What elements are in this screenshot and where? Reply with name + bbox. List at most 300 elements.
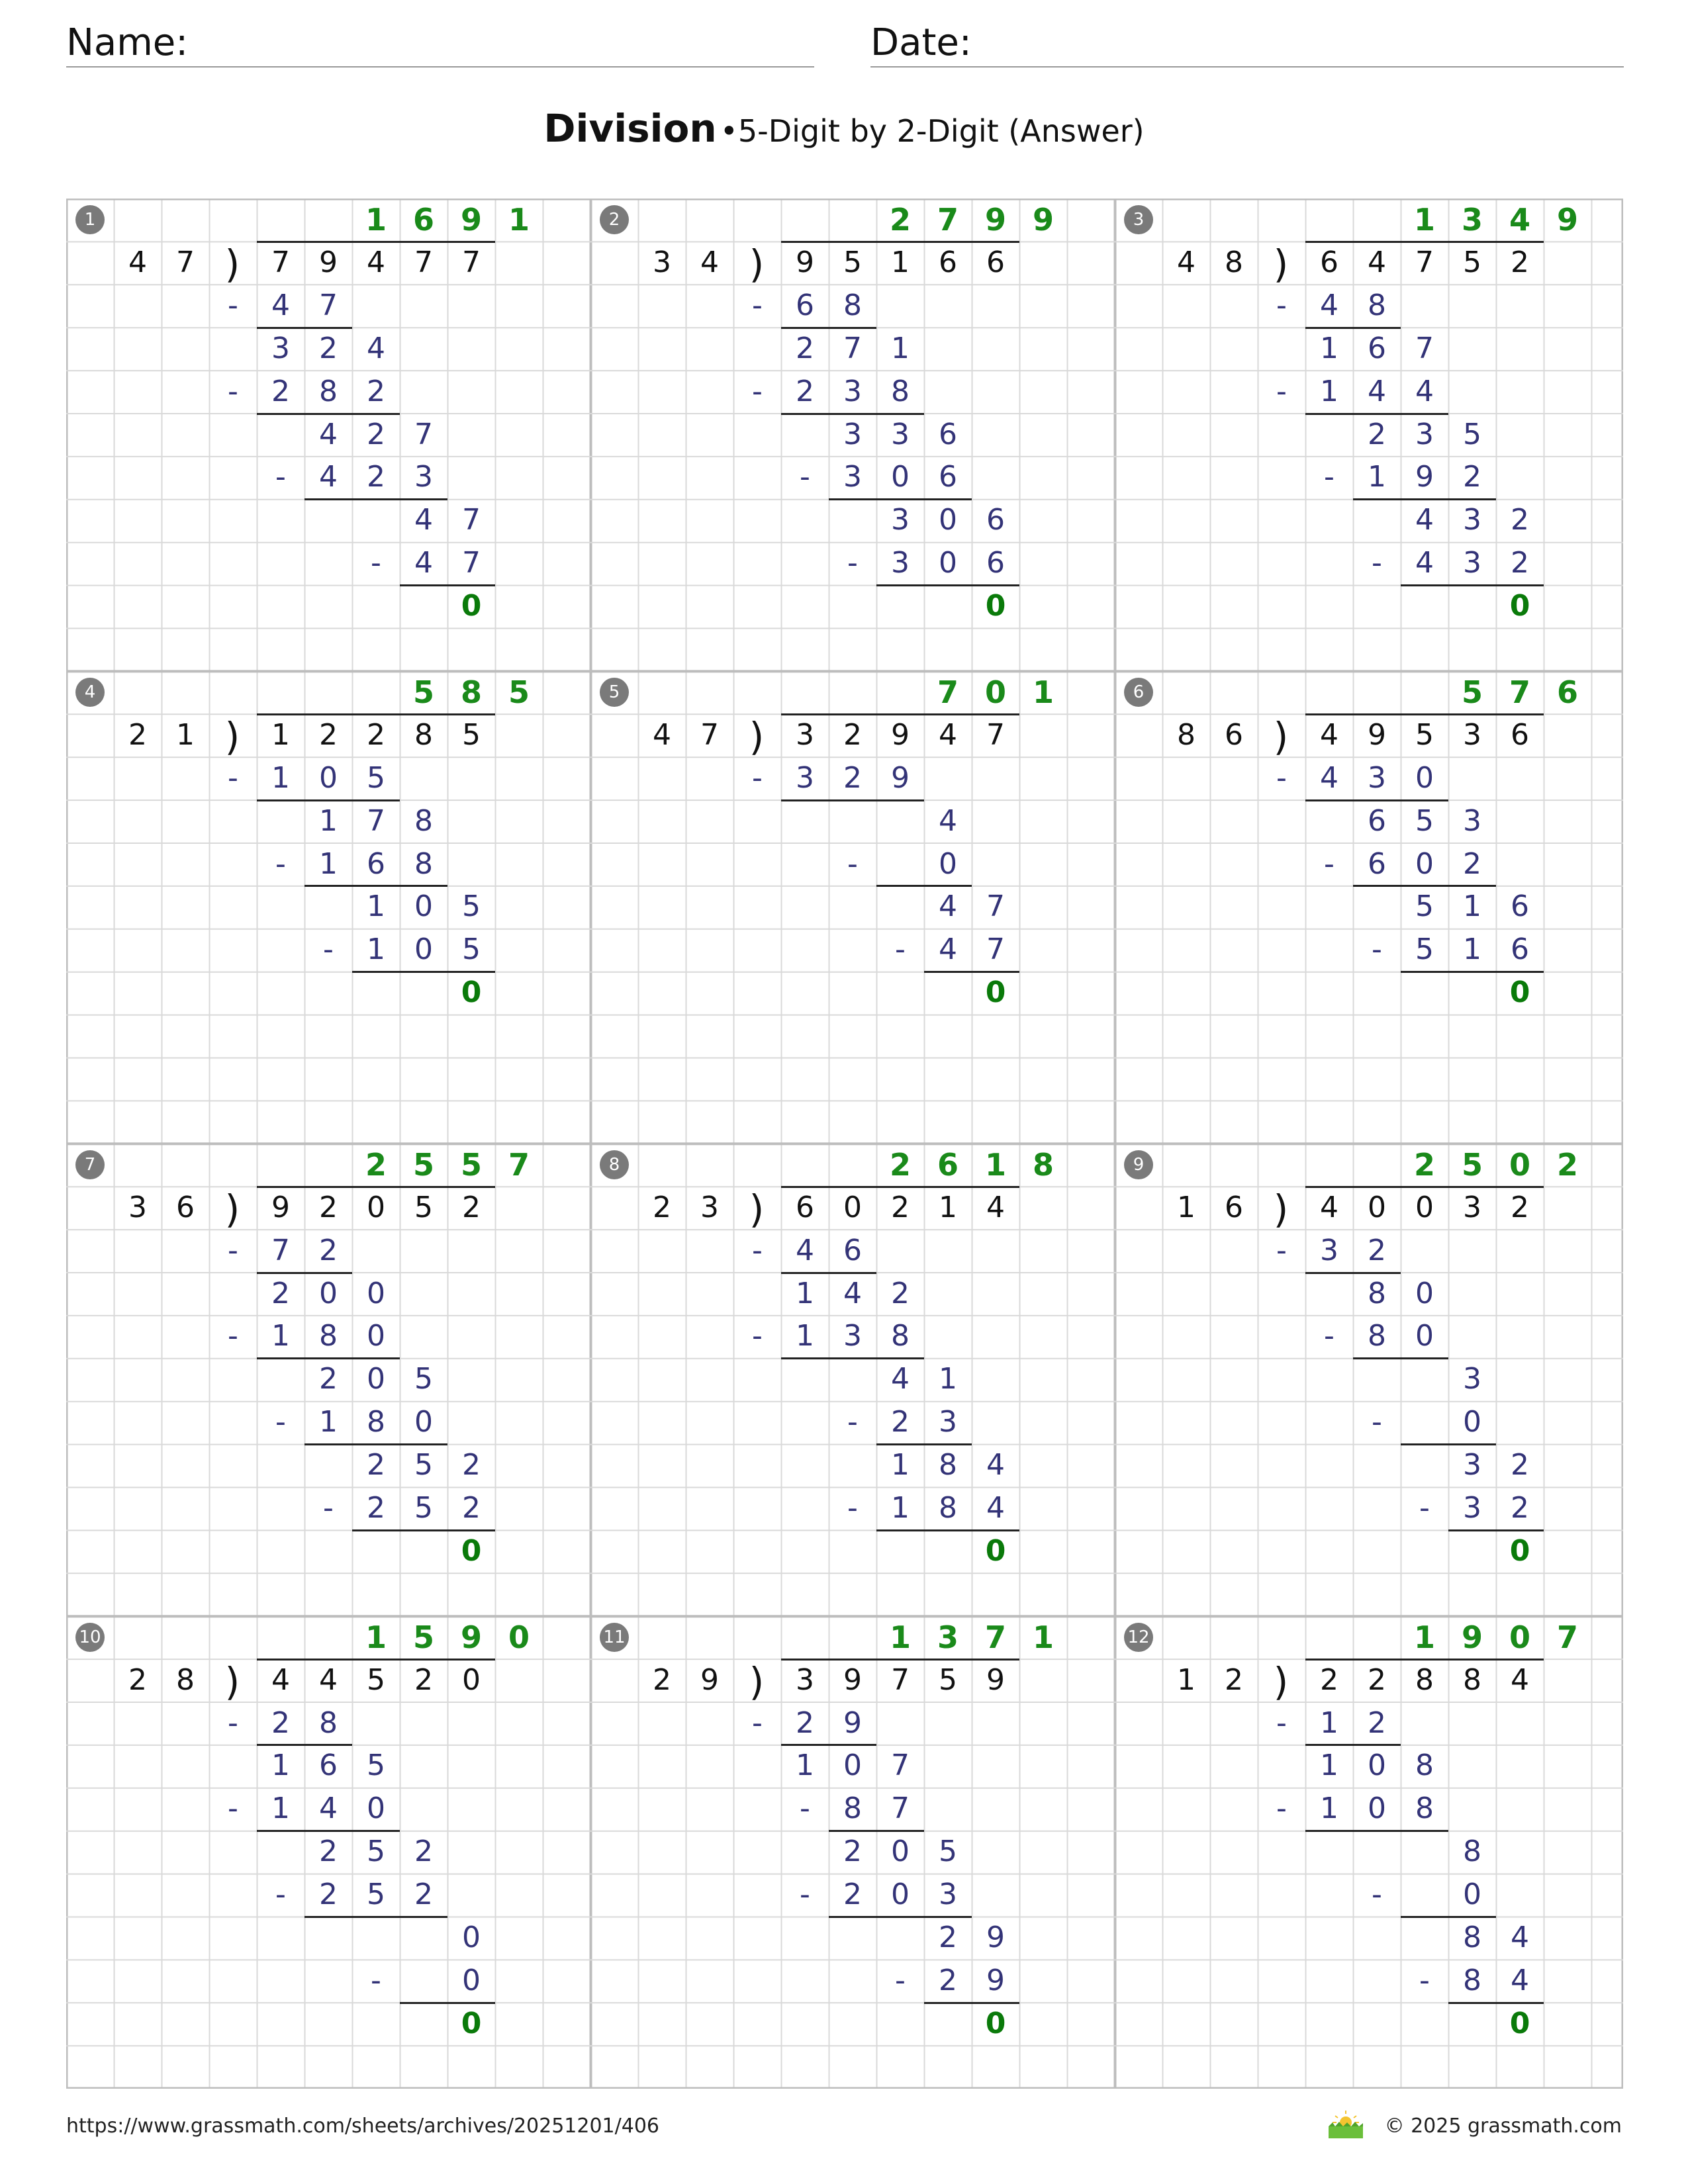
work-digit: 2 [414, 1878, 433, 1912]
minus-sign: - [228, 288, 238, 322]
minus-sign: - [752, 288, 763, 322]
work-digit: 0 [891, 1878, 910, 1912]
work-digit: 6 [986, 503, 1005, 537]
work-digit: 4 [939, 889, 957, 924]
work-digit: 3 [1415, 417, 1434, 451]
work-digit: 0 [319, 760, 338, 795]
work-digit: 0 [414, 1405, 433, 1439]
work-digit: 4 [271, 288, 290, 322]
work-digit: 4 [939, 803, 957, 838]
divisor-digit: 2 [128, 717, 147, 752]
work-digit: 4 [796, 1233, 814, 1267]
work-digit: 2 [939, 1963, 957, 1997]
work-digit: 0 [1415, 1276, 1434, 1310]
dividend-digit: 5 [414, 1190, 433, 1224]
divisor-digit: 6 [176, 1190, 195, 1224]
work-digit: 1 [796, 1749, 814, 1783]
work-digit: 0 [367, 1362, 385, 1396]
remainder-digit: 0 [461, 2006, 482, 2040]
work-digit: 9 [986, 1921, 1005, 1954]
minus-sign: - [895, 933, 906, 967]
dividend-digit: 7 [1415, 245, 1434, 279]
work-digit: 2 [367, 374, 385, 408]
work-digit: 0 [367, 1792, 385, 1826]
work-digit: 2 [1368, 1233, 1386, 1267]
quotient-digit: 5 [508, 674, 530, 710]
remainder-digit: 0 [1509, 976, 1530, 1010]
divisor-digit: 1 [1177, 1190, 1196, 1224]
minus-sign: - [752, 1319, 763, 1353]
work-digit: 1 [319, 846, 338, 881]
problem-number-badge: 7 [75, 1150, 105, 1179]
division-bracket: ) [1273, 713, 1289, 759]
division-bar [1305, 713, 1544, 715]
quotient-digit: 9 [1032, 202, 1054, 238]
work-digit: 7 [1415, 331, 1434, 365]
problem-number-badge: 6 [1124, 678, 1153, 707]
quotient-digit: 7 [937, 202, 959, 238]
divisor-digit: 6 [1225, 1190, 1243, 1224]
work-digit: 9 [1415, 460, 1434, 494]
work-digit: 6 [939, 460, 957, 494]
work-digit: 4 [1320, 760, 1338, 795]
quotient-digit: 8 [460, 674, 482, 710]
name-line[interactable] [66, 66, 814, 68]
work-digit: 2 [319, 1878, 338, 1912]
work-digit: 0 [891, 460, 910, 494]
minus-sign: - [371, 1963, 381, 1997]
work-digit: 2 [1511, 503, 1529, 537]
quotient-digit: 5 [412, 1146, 434, 1183]
quotient-digit: 2 [365, 1146, 387, 1183]
work-digit: 8 [891, 374, 910, 408]
work-digit: 1 [319, 803, 338, 838]
problem-number-badge: 10 [75, 1623, 105, 1652]
work-digit: 6 [319, 1749, 338, 1783]
work-digit: 8 [1415, 1749, 1434, 1783]
minus-sign: - [323, 1491, 334, 1525]
division-bracket: ) [224, 1659, 240, 1704]
minus-sign: - [1276, 1706, 1287, 1740]
quotient-digit: 9 [1556, 202, 1578, 238]
dividend-digit: 7 [414, 245, 433, 279]
work-digit: 2 [367, 1448, 385, 1482]
minus-sign: - [1372, 933, 1382, 967]
work-digit: 2 [414, 1835, 433, 1869]
work-digit: 5 [462, 889, 481, 924]
dividend-digit: 4 [986, 1190, 1005, 1224]
dividend-digit: 2 [843, 717, 862, 752]
work-digit: 7 [986, 889, 1005, 924]
work-digit: 2 [271, 374, 290, 408]
quotient-digit: 1 [1032, 1619, 1054, 1655]
quotient-digit: 6 [412, 202, 434, 238]
minus-sign: - [228, 1792, 238, 1826]
work-digit: 5 [1415, 933, 1434, 967]
division-bar [1305, 1659, 1544, 1661]
remainder-digit: 0 [1509, 1533, 1530, 1568]
quotient-digit: 0 [1509, 1619, 1530, 1655]
work-digit: 5 [414, 1448, 433, 1482]
work-digit: 2 [367, 417, 385, 451]
work-digit: 3 [1463, 546, 1481, 580]
dividend-digit: 6 [796, 1190, 814, 1224]
work-digit: 2 [271, 1276, 290, 1310]
work-digit: 0 [367, 1319, 385, 1353]
work-digit: 2 [367, 1491, 385, 1525]
divisor-digit: 4 [700, 245, 719, 279]
dividend-digit: 4 [939, 717, 957, 752]
remainder-digit: 0 [985, 976, 1006, 1010]
work-digit: 7 [462, 546, 481, 580]
work-digit: 2 [1463, 846, 1481, 881]
work-digit: 4 [319, 460, 338, 494]
work-digit: 3 [414, 460, 433, 494]
work-digit: 4 [1320, 288, 1338, 322]
subtraction-line [305, 1916, 447, 1918]
work-digit: 8 [843, 288, 862, 322]
footer-url: https://www.grassmath.com/sheets/archives/20251201/406 [66, 2115, 660, 2138]
divisor-digit: 2 [128, 1662, 147, 1697]
minus-sign: - [800, 1792, 810, 1826]
work-digit: 2 [891, 1405, 910, 1439]
dividend-digit: 4 [1320, 717, 1338, 752]
quotient-digit: 4 [1509, 202, 1530, 238]
grassmath-logo-icon [1326, 2108, 1366, 2140]
work-digit: 4 [843, 1276, 862, 1310]
dividend-digit: 2 [319, 717, 338, 752]
dividend-digit: 7 [462, 245, 481, 279]
division-bar [1305, 1186, 1544, 1188]
division-bracket: ) [1273, 241, 1289, 287]
dividend-digit: 9 [319, 245, 338, 279]
dividend-digit: 1 [939, 1190, 957, 1224]
minus-sign: - [1276, 374, 1287, 408]
quotient-digit: 1 [1413, 1619, 1435, 1655]
work-digit: 6 [843, 1233, 862, 1267]
dividend-digit: 9 [1368, 717, 1386, 752]
dividend-digit: 6 [1320, 245, 1338, 279]
quotient-digit: 2 [889, 202, 911, 238]
work-digit: 2 [1511, 1448, 1529, 1482]
quotient-digit: 7 [508, 1146, 530, 1183]
work-digit: 0 [939, 846, 957, 881]
quotient-digit: 9 [1461, 1619, 1483, 1655]
problem-number-badge: 5 [600, 678, 629, 707]
quotient-digit: 6 [1556, 674, 1578, 710]
division-bar [257, 1659, 495, 1661]
work-digit: 0 [1368, 1749, 1386, 1783]
remainder-digit: 0 [1509, 589, 1530, 623]
quotient-digit: 1 [1032, 674, 1054, 710]
dividend-digit: 2 [414, 1662, 433, 1697]
minus-sign: - [847, 1405, 858, 1439]
division-bar [781, 1186, 1019, 1188]
work-digit: 4 [319, 1792, 338, 1826]
work-digit: 0 [462, 1963, 481, 1997]
work-digit: 6 [1368, 331, 1386, 365]
division-bracket: ) [224, 713, 240, 759]
work-digit: 1 [1320, 331, 1338, 365]
work-digit: 8 [891, 1319, 910, 1353]
work-digit: 1 [1463, 933, 1481, 967]
quotient-digit: 0 [984, 674, 1006, 710]
quotient-digit: 1 [1413, 202, 1435, 238]
minus-sign: - [323, 933, 334, 967]
work-digit: 2 [367, 460, 385, 494]
work-digit: 1 [939, 1362, 957, 1396]
date-line[interactable] [870, 66, 1624, 68]
divisor-digit: 4 [128, 245, 147, 279]
work-digit: 8 [414, 846, 433, 881]
minus-sign: - [1324, 846, 1335, 881]
dividend-digit: 0 [843, 1190, 862, 1224]
work-digit: 4 [414, 546, 433, 580]
work-digit: 2 [891, 1276, 910, 1310]
dividend-digit: 3 [1463, 717, 1481, 752]
quotient-digit: 2 [889, 1146, 911, 1183]
work-digit: 3 [843, 417, 862, 451]
quotient-digit: 0 [1509, 1146, 1530, 1183]
quotient-digit: 5 [1461, 674, 1483, 710]
work-digit: 2 [939, 1921, 957, 1954]
work-digit: 8 [1463, 1963, 1481, 1997]
work-digit: 2 [1511, 546, 1529, 580]
work-digit: 0 [939, 546, 957, 580]
quotient-digit: 1 [508, 202, 530, 238]
work-digit: 3 [1463, 1491, 1481, 1525]
work-digit: 2 [796, 331, 814, 365]
work-digit: 0 [367, 1276, 385, 1310]
work-digit: 9 [843, 1706, 862, 1740]
work-digit: 2 [1511, 1491, 1529, 1525]
dividend-digit: 4 [271, 1662, 290, 1697]
work-digit: 0 [891, 1835, 910, 1869]
work-digit: 1 [271, 1749, 290, 1783]
work-digit: 0 [1368, 1792, 1386, 1826]
work-digit: 0 [414, 889, 433, 924]
work-digit: 5 [367, 760, 385, 795]
dividend-digit: 4 [1320, 1190, 1338, 1224]
work-digit: 3 [939, 1405, 957, 1439]
remainder-digit: 0 [985, 1533, 1006, 1568]
dividend-digit: 7 [986, 717, 1005, 752]
work-digit: 0 [1415, 760, 1434, 795]
minus-sign: - [1372, 546, 1382, 580]
problem-number-badge: 12 [1124, 1623, 1153, 1652]
dividend-digit: 5 [1463, 245, 1481, 279]
dividend-digit: 0 [367, 1190, 385, 1224]
minus-sign: - [1276, 1233, 1287, 1267]
work-digit: 6 [986, 546, 1005, 580]
work-digit: 8 [1368, 288, 1386, 322]
work-digit: 3 [1463, 1448, 1481, 1482]
minus-sign: - [1276, 1792, 1287, 1826]
remainder-digit: 0 [461, 1533, 482, 1568]
work-digit: 6 [367, 846, 385, 881]
minus-sign: - [752, 760, 763, 795]
division-bar [257, 1186, 495, 1188]
work-digit: 0 [1463, 1878, 1481, 1912]
work-digit: 5 [414, 1362, 433, 1396]
work-digit: 1 [367, 889, 385, 924]
work-digit: 2 [319, 1835, 338, 1869]
title-bullet: • [720, 113, 738, 149]
work-digit: 5 [367, 1878, 385, 1912]
work-digit: 6 [939, 417, 957, 451]
work-digit: 1 [1368, 460, 1386, 494]
work-digit: 2 [462, 1448, 481, 1482]
work-digit: 0 [414, 933, 433, 967]
work-digit: 3 [843, 460, 862, 494]
work-digit: 3 [1463, 803, 1481, 838]
dividend-digit: 7 [271, 245, 290, 279]
dividend-digit: 5 [843, 245, 862, 279]
minus-sign: - [1324, 460, 1335, 494]
work-digit: 5 [1415, 803, 1434, 838]
title-subtitle: 5-Digit by 2-Digit (Answer) [737, 113, 1145, 149]
dividend-digit: 2 [367, 717, 385, 752]
problem-number-badge: 8 [600, 1150, 629, 1179]
minus-sign: - [1372, 1405, 1382, 1439]
work-digit: 0 [843, 1749, 862, 1783]
division-bar [781, 1659, 1019, 1661]
problem-number-badge: 9 [1124, 1150, 1153, 1179]
work-digit: 7 [271, 1233, 290, 1267]
work-digit: 1 [319, 1405, 338, 1439]
work-digit: 8 [939, 1491, 957, 1525]
division-bracket: ) [224, 1186, 240, 1232]
divisor-digit: 2 [653, 1190, 671, 1224]
work-digit: 2 [319, 331, 338, 365]
work-digit: 8 [939, 1448, 957, 1482]
date-label: Date: [870, 21, 972, 64]
work-digit: 4 [891, 1362, 910, 1396]
work-digit: 5 [367, 1749, 385, 1783]
minus-sign: - [752, 374, 763, 408]
quotient-digit: 1 [984, 1146, 1006, 1183]
work-digit: 8 [319, 1706, 338, 1740]
work-digit: 0 [319, 1276, 338, 1310]
minus-sign: - [752, 1233, 763, 1267]
work-digit: 8 [1463, 1835, 1481, 1869]
work-digit: 3 [843, 1319, 862, 1353]
divisor-digit: 8 [1225, 245, 1243, 279]
remainder-digit: 0 [985, 589, 1006, 623]
minus-sign: - [228, 374, 238, 408]
work-digit: 5 [414, 1491, 433, 1525]
division-bracket: ) [749, 1186, 765, 1232]
work-digit: 3 [891, 417, 910, 451]
minus-sign: - [228, 1233, 238, 1267]
dividend-digit: 9 [986, 1662, 1005, 1697]
remainder-digit: 0 [461, 589, 482, 623]
work-digit: 3 [271, 331, 290, 365]
work-digit: 4 [1368, 374, 1386, 408]
minus-sign: - [1419, 1963, 1430, 1997]
worksheet-grid [66, 199, 1623, 2089]
work-digit: 1 [271, 1319, 290, 1353]
divisor-digit: 4 [1177, 245, 1196, 279]
quotient-digit: 2 [1556, 1146, 1578, 1183]
dividend-digit: 1 [891, 245, 910, 279]
work-digit: 1 [891, 1491, 910, 1525]
dividend-digit: 3 [796, 1662, 814, 1697]
work-digit: 2 [843, 1878, 862, 1912]
work-digit: 8 [319, 374, 338, 408]
work-digit: 2 [796, 374, 814, 408]
work-digit: 4 [1415, 374, 1434, 408]
work-digit: 7 [891, 1749, 910, 1783]
work-digit: 9 [891, 760, 910, 795]
divisor-digit: 7 [176, 245, 195, 279]
work-digit: 3 [1463, 1362, 1481, 1396]
work-digit: 5 [462, 933, 481, 967]
dividend-digit: 4 [1511, 1662, 1529, 1697]
page-title [0, 106, 1688, 151]
dividend-digit: 8 [1415, 1662, 1434, 1697]
division-bracket: ) [1273, 1186, 1289, 1232]
problem-number-badge: 11 [600, 1623, 629, 1652]
minus-sign: - [228, 1319, 238, 1353]
minus-sign: - [847, 846, 858, 881]
minus-sign: - [1276, 288, 1287, 322]
name-label: Name: [66, 21, 189, 64]
work-digit: 4 [414, 503, 433, 537]
minus-sign: - [275, 846, 286, 881]
work-digit: 8 [1463, 1921, 1481, 1954]
dividend-digit: 9 [271, 1190, 290, 1224]
dividend-digit: 2 [1511, 245, 1529, 279]
work-digit: 0 [462, 1921, 481, 1954]
minus-sign: - [371, 546, 381, 580]
dividend-digit: 9 [796, 245, 814, 279]
work-digit: 0 [1463, 1405, 1481, 1439]
problem-number-badge: 2 [600, 205, 629, 234]
remainder-digit: 0 [1509, 2006, 1530, 2040]
dividend-digit: 4 [1368, 245, 1386, 279]
minus-sign: - [752, 1706, 763, 1740]
work-digit: 6 [796, 288, 814, 322]
work-digit: 1 [367, 933, 385, 967]
division-bracket: ) [749, 713, 765, 759]
quotient-digit: 9 [460, 1619, 482, 1655]
work-digit: 1 [1320, 1749, 1338, 1783]
quotient-digit: 5 [460, 1146, 482, 1183]
work-digit: 6 [1368, 803, 1386, 838]
work-digit: 8 [319, 1319, 338, 1353]
problem-number-badge: 3 [1124, 205, 1153, 234]
work-digit: 8 [1368, 1276, 1386, 1310]
minus-sign: - [800, 1878, 810, 1912]
dividend-digit: 2 [1320, 1662, 1338, 1697]
quotient-digit: 7 [1509, 674, 1530, 710]
minus-sign: - [275, 1878, 286, 1912]
work-digit: 4 [986, 1448, 1005, 1482]
work-digit: 1 [1320, 374, 1338, 408]
work-digit: 2 [462, 1491, 481, 1525]
quotient-digit: 7 [1556, 1619, 1578, 1655]
work-digit: 4 [319, 417, 338, 451]
divisor-digit: 3 [700, 1190, 719, 1224]
work-digit: 8 [1415, 1792, 1434, 1826]
work-digit: 3 [1320, 1233, 1338, 1267]
dividend-digit: 5 [367, 1662, 385, 1697]
minus-sign: - [275, 1405, 286, 1439]
work-digit: 5 [939, 1835, 957, 1869]
division-bracket: ) [224, 241, 240, 287]
dividend-digit: 3 [796, 717, 814, 752]
